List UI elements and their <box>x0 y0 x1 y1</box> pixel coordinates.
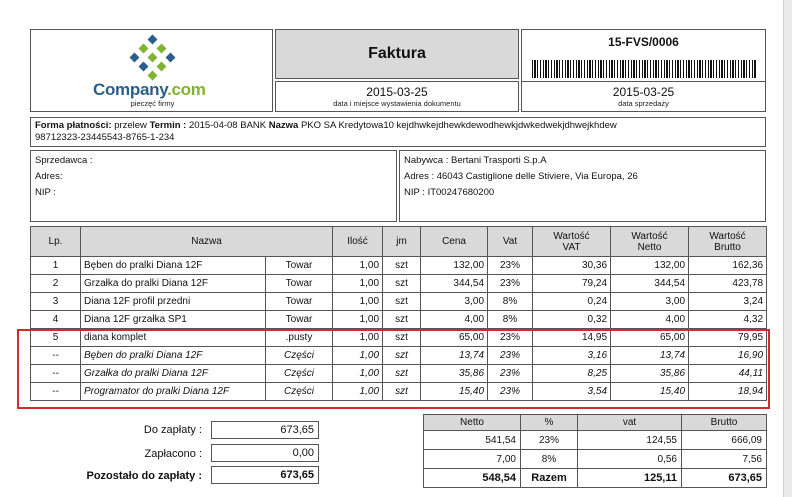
row-lp: 5 <box>31 329 81 347</box>
row-type: Części <box>266 347 333 365</box>
row-vat-value: 30,36 <box>533 257 611 275</box>
row-net: 35,86 <box>611 365 689 383</box>
col-gross-value-line2: Brutto <box>714 241 741 253</box>
col-net-value-line2: Netto <box>637 241 662 253</box>
barcode-image <box>532 60 756 78</box>
row-lp: 4 <box>31 311 81 329</box>
table-row <box>31 257 767 275</box>
company-stamp-box <box>30 29 273 112</box>
row-type: .pusty <box>266 329 333 347</box>
buyer-address: Adres : 46043 Castiglione delle Stiviere, Via Europa, 26 <box>404 171 638 182</box>
row-qty: 1,00 <box>333 257 383 275</box>
remaining-value: 673,65 <box>211 466 319 484</box>
bank-account-number: 98712323-23445543-8765-1-234 <box>35 132 175 143</box>
row-gross: 423,78 <box>689 275 767 293</box>
col-gross-value-line1: Wartość <box>709 230 746 242</box>
document-title: Faktura <box>275 29 519 79</box>
table-row <box>31 311 767 329</box>
payment-term-label: Termin : <box>149 120 187 131</box>
table-row <box>424 450 767 469</box>
buyer-nip: NIP : IT00247680200 <box>404 187 495 198</box>
row-vat: 23% <box>488 365 533 383</box>
row-vat-value: 0,32 <box>533 311 611 329</box>
payment-term-value: 2015-04-08 BANK <box>189 120 267 131</box>
row-type: Towar <box>266 257 333 275</box>
row-net: 344,54 <box>611 275 689 293</box>
payment-form-label: Forma płatności: <box>35 120 112 131</box>
issue-date: 2015-03-25 <box>366 85 428 99</box>
vat-sum-gross: 673,65 <box>682 469 767 488</box>
row-unit: szt <box>383 293 421 311</box>
vat-sum-vat: 125,11 <box>578 469 682 488</box>
row-unit: szt <box>383 347 421 365</box>
row-type: Towar <box>266 311 333 329</box>
row-price: 35,86 <box>421 365 488 383</box>
row-vat-value: 0,24 <box>533 293 611 311</box>
row-vat-value: 3,16 <box>533 347 611 365</box>
vat-col-rate: % <box>521 415 578 431</box>
buyer-box <box>399 150 766 222</box>
row-name: diana komplet <box>81 329 266 347</box>
payment-form-value: przelew <box>114 120 147 131</box>
row-gross: 79,95 <box>689 329 767 347</box>
row-vat-value: 3,54 <box>533 383 611 401</box>
issue-date-box <box>275 81 519 112</box>
row-net: 15,40 <box>611 383 689 401</box>
row-price: 15,40 <box>421 383 488 401</box>
col-unit: jm <box>383 227 421 257</box>
payment-info-box <box>30 117 766 147</box>
row-lp: 3 <box>31 293 81 311</box>
row-lp: -- <box>31 383 81 401</box>
row-vat-value: 8,25 <box>533 365 611 383</box>
row-price: 65,00 <box>421 329 488 347</box>
table-row <box>424 431 767 450</box>
sale-date: 2015-03-25 <box>612 85 675 99</box>
vat-col-vat: vat <box>578 415 682 431</box>
col-qty: Ilość <box>333 227 383 257</box>
row-unit: szt <box>383 275 421 293</box>
row-unit: szt <box>383 365 421 383</box>
logo-suffix: .com <box>167 80 206 99</box>
seller-box <box>30 150 397 222</box>
vat-sum-net: 548,54 <box>424 469 521 488</box>
vat-row-gross: 7,56 <box>682 450 767 469</box>
col-net-value <box>611 227 689 257</box>
row-lp: -- <box>31 365 81 383</box>
vat-summary-table <box>423 414 767 488</box>
row-gross: 162,36 <box>689 257 767 275</box>
row-name: Bęben do pralki Diana 12F <box>81 347 266 365</box>
row-vat: 23% <box>488 329 533 347</box>
vat-row-net: 7,00 <box>424 450 521 469</box>
vat-row-vat: 124,55 <box>578 431 682 450</box>
logo-name: Company <box>93 80 168 99</box>
row-net: 4,00 <box>611 311 689 329</box>
row-vat: 23% <box>488 257 533 275</box>
row-qty: 1,00 <box>333 275 383 293</box>
row-name: Grzałka do pralki Diana 12F <box>81 275 266 293</box>
row-type: Towar <box>266 275 333 293</box>
row-gross: 16,90 <box>689 347 767 365</box>
row-name: Grzałka do pralki Diana 12F <box>81 365 266 383</box>
row-type: Części <box>266 365 333 383</box>
col-price: Cena <box>421 227 488 257</box>
row-vat: 23% <box>488 275 533 293</box>
row-net: 3,00 <box>611 293 689 311</box>
vat-row-rate: 8% <box>521 450 578 469</box>
row-price: 3,00 <box>421 293 488 311</box>
row-name: Programator do pralki Diana 12F <box>81 383 266 401</box>
to-pay-value: 673,65 <box>211 421 319 439</box>
vat-header-row <box>424 415 767 431</box>
row-vat-value: 79,24 <box>533 275 611 293</box>
items-header-row <box>31 227 767 257</box>
row-gross: 18,94 <box>689 383 767 401</box>
vat-col-gross: Brutto <box>682 415 767 431</box>
row-vat: 23% <box>488 383 533 401</box>
row-net: 132,00 <box>611 257 689 275</box>
seller-address-label: Adres: <box>35 171 63 182</box>
col-lp: Lp. <box>31 227 81 257</box>
row-vat-value: 14,95 <box>533 329 611 347</box>
row-price: 132,00 <box>421 257 488 275</box>
invoice-number: 15-FVS/0006 <box>608 35 679 49</box>
seller-nip-label: NIP : <box>35 187 56 198</box>
row-net: 13,74 <box>611 347 689 365</box>
col-vat-value-line1: Wartość <box>553 230 590 242</box>
row-vat: 8% <box>488 293 533 311</box>
bank-name-value: PKO SA Kredytowa10 kejdhwkejdhewkdewodhewkjdwkedwekjdhwejkhdew <box>300 120 617 131</box>
row-unit: szt <box>383 311 421 329</box>
row-qty: 1,00 <box>333 329 383 347</box>
row-gross: 3,24 <box>689 293 767 311</box>
company-logo-text <box>93 80 223 100</box>
vat-row-gross: 666,09 <box>682 431 767 450</box>
row-lp: -- <box>31 347 81 365</box>
col-name: Nazwa <box>81 227 333 257</box>
row-qty: 1,00 <box>333 347 383 365</box>
sale-date-caption: data sprzedaży <box>618 99 669 108</box>
row-type: Części <box>266 383 333 401</box>
bank-name-label: Nazwa <box>268 120 299 131</box>
col-vat-value-line2: VAT <box>562 241 581 253</box>
vat-row-vat: 0,56 <box>578 450 682 469</box>
row-price: 13,74 <box>421 347 488 365</box>
seller-label: Sprzedawca : <box>35 155 93 166</box>
issue-date-caption: data i miejsce wystawienia dokumentu <box>333 99 461 108</box>
row-lp: 2 <box>31 275 81 293</box>
vat-sum-label: Razem <box>521 469 578 488</box>
col-net-value-line1: Wartość <box>631 230 668 242</box>
remaining-label: Pozostało do zapłaty : <box>86 470 202 482</box>
row-qty: 1,00 <box>333 365 383 383</box>
row-qty: 1,00 <box>333 383 383 401</box>
sale-date-box <box>521 81 766 112</box>
row-gross: 44,11 <box>689 365 767 383</box>
paid-value: 0,00 <box>211 444 319 462</box>
bundle-highlight-frame <box>17 329 770 409</box>
vat-row-rate: 23% <box>521 431 578 450</box>
row-lp: 1 <box>31 257 81 275</box>
row-name: Bęben do pralki Diana 12F <box>81 257 266 275</box>
row-vat: 23% <box>488 347 533 365</box>
window-scroll-edge[interactable] <box>783 0 792 497</box>
row-gross: 4,32 <box>689 311 767 329</box>
company-logo-icon <box>123 34 183 86</box>
col-vat: Vat <box>488 227 533 257</box>
table-row <box>31 275 767 293</box>
row-type: Towar <box>266 293 333 311</box>
row-vat: 8% <box>488 311 533 329</box>
row-name: Diana 12F profil przedni <box>81 293 266 311</box>
vat-sum-row <box>424 469 767 488</box>
row-net: 65,00 <box>611 329 689 347</box>
invoice-number-box <box>521 29 766 83</box>
row-price: 344,54 <box>421 275 488 293</box>
table-row <box>31 293 767 311</box>
row-name: Diana 12F grzałka SP1 <box>81 311 266 329</box>
row-unit: szt <box>383 329 421 347</box>
row-unit: szt <box>383 257 421 275</box>
buyer-name: Nabywca : Bertani Trasporti S.p.A <box>404 155 547 166</box>
row-qty: 1,00 <box>333 311 383 329</box>
row-unit: szt <box>383 383 421 401</box>
stamp-caption: pieczęć firmy <box>130 99 175 108</box>
col-gross-value <box>689 227 767 257</box>
vat-col-net: Netto <box>424 415 521 431</box>
paid-label: Zapłacono : <box>144 448 202 460</box>
col-vat-value <box>533 227 611 257</box>
row-price: 4,00 <box>421 311 488 329</box>
row-qty: 1,00 <box>333 293 383 311</box>
to-pay-label: Do zapłaty : <box>143 424 202 436</box>
vat-row-net: 541,54 <box>424 431 521 450</box>
